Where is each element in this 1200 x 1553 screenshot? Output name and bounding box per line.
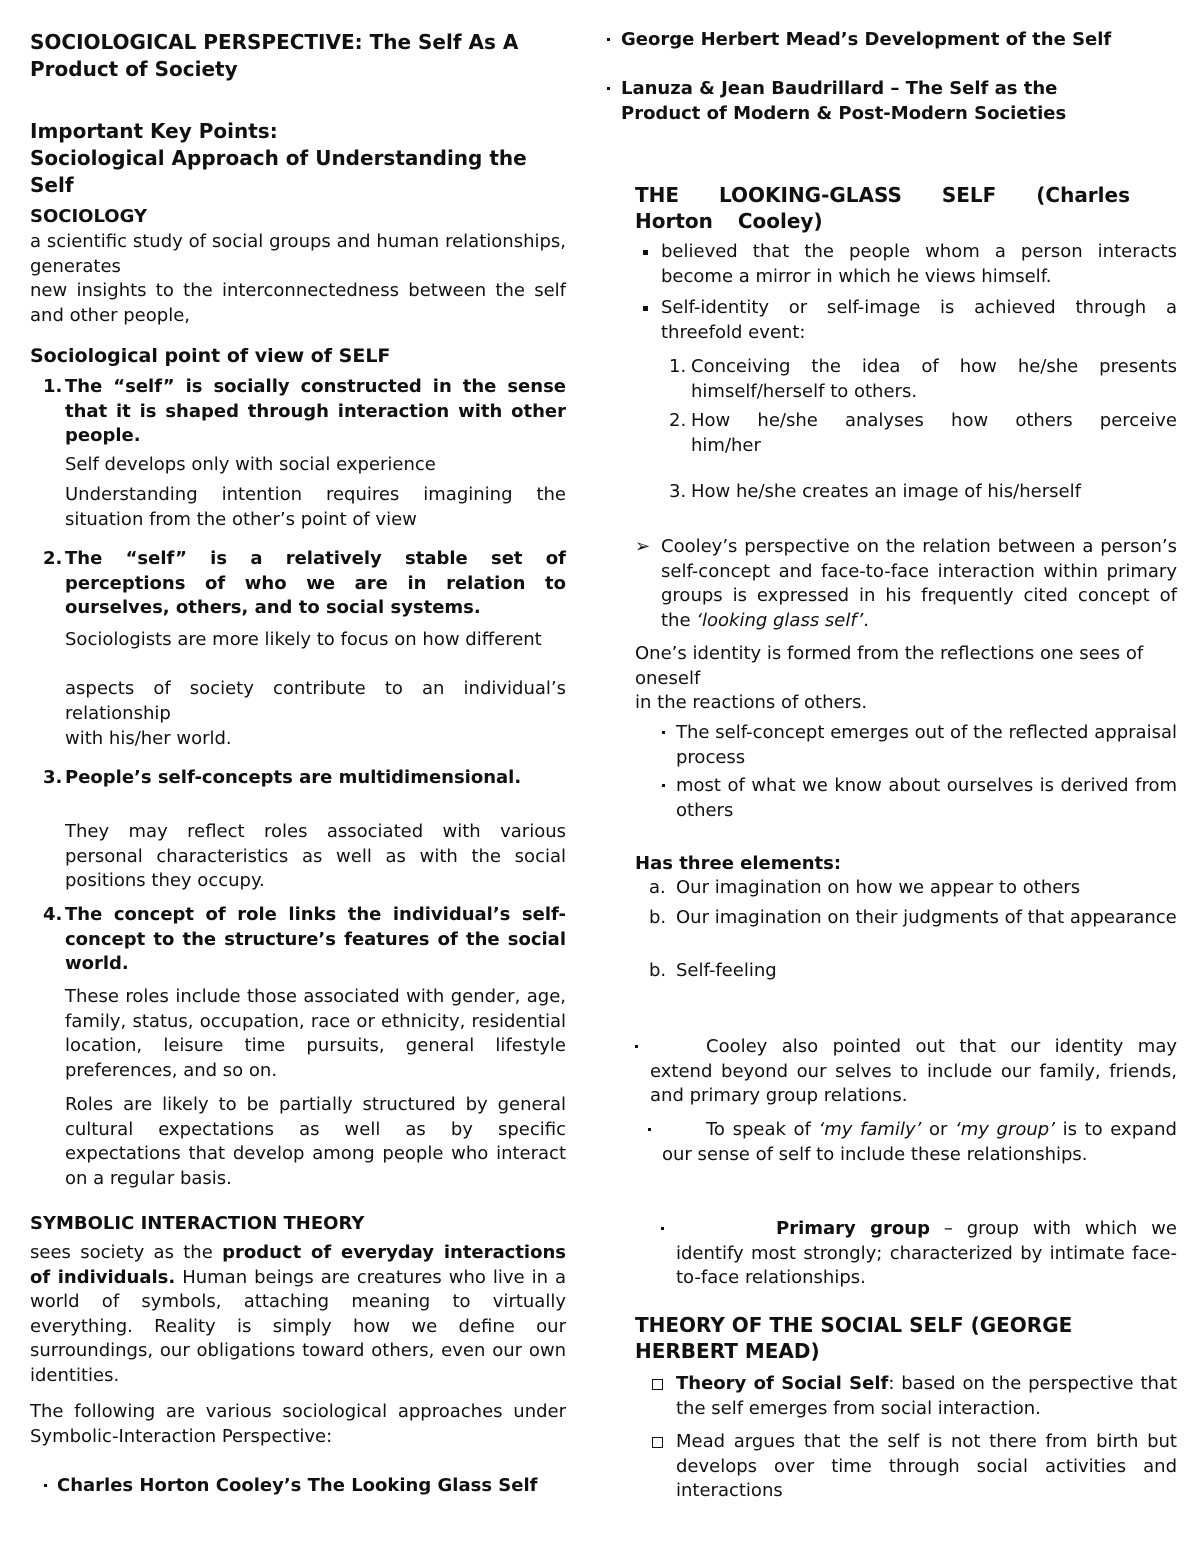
sit-text-bold: product of everyday interactions of individuals. [30, 1242, 567, 1288]
identity-line-1: One’s identity is formed from the reflections one sees of oneself [635, 643, 1144, 689]
bullet-icon [607, 38, 610, 41]
approach-list-item-3 [605, 77, 1135, 126]
point-number: 2. [43, 548, 63, 569]
following-paragraph: The following are various sociological approaches under Symbolic-Interaction Perspective: [30, 1401, 566, 1447]
event-number: 1. [669, 356, 687, 377]
document-title: SOCIOLOGICAL PERSPECTIVE: The Self As A Product of Society [30, 30, 519, 81]
lgs-heading: THE LOOKING-GLASS SELF (Charles Horton Cooley) [635, 183, 1130, 233]
arrow-bullet-icon: ➢ [635, 536, 651, 557]
point-body: Understanding intention requires imagining the situation from the other’s point of view [65, 484, 566, 530]
bullet-icon [662, 731, 665, 734]
lgs-bullet-1 [643, 240, 1177, 289]
cooley-also-item [635, 1035, 1177, 1109]
event-item-1 [669, 355, 1177, 404]
event-item-2 [669, 409, 1177, 458]
point-number: 3. [43, 767, 63, 788]
cooley-text-pre: Cooley’s perspective on the relation between a person’s self-concept and face-to-face interaction within primary groups is expressed in his frequently cited concept of the [661, 536, 1177, 631]
point-body: aspects of society contribute to an individual’s relationship [65, 678, 566, 724]
speak-text-italic-1: ‘my family’ [818, 1119, 922, 1140]
speak-text-pre: To speak of [706, 1119, 819, 1140]
point-body: Roles are likely to be partially structured by general cultural expectations as well as by specific expectations that develop among people who interact on a regular basis. [65, 1094, 566, 1189]
sit-paragraph [30, 1241, 566, 1388]
speak-text-mid: or [921, 1119, 956, 1140]
bullet-icon [648, 1128, 651, 1131]
pov-heading: Sociological point of view of SELF [30, 345, 391, 367]
element-text: Our imagination on how we appear to others [676, 877, 1081, 898]
cooley-perspective-text [661, 535, 1177, 633]
event-item-3 [669, 480, 1177, 505]
approach-label: Charles Horton Cooley’s The Looking Glass Self [57, 1475, 538, 1496]
cooley-also-text: Cooley also pointed out that our identity may extend beyond our selves to include our family, friends, and primary group relations. [650, 1036, 1177, 1106]
point-body: These roles include those associated with gender, age, family, status, occupation, race or ethnicity, residential location, leisure time pursuits, general lifestyle preferences, and so on. [65, 986, 566, 1081]
approach-list-item-1 [30, 1474, 566, 1499]
bullet-icon [661, 1227, 664, 1230]
key-points-heading: Important Key Points: [30, 119, 278, 143]
mead-item-2 [650, 1430, 1177, 1504]
cooley-perspective-item [635, 535, 1177, 633]
point-number: 4. [43, 904, 63, 925]
sub-bullet-text: The self-concept emerges out of the reflected appraisal process [676, 722, 1177, 768]
sit-text-pre: sees society as the [30, 1242, 223, 1263]
approach-label: George Herbert Mead’s Development of the Self [621, 29, 1112, 50]
mead-heading: THEORY OF THE SOCIAL SELF (GEORGE HERBERT MEAD) [635, 1313, 1073, 1363]
approach-list-item-2 [605, 28, 1128, 53]
checkbox-bullet-icon [652, 1379, 663, 1390]
lgs-bullet-2 [643, 296, 1177, 345]
point-3 [43, 766, 566, 791]
event-text: Conceiving the idea of how he/she presents himself/herself to others. [691, 356, 1177, 402]
square-bullet-icon [643, 250, 648, 255]
bullet-icon [607, 87, 610, 90]
mead-item-1 [650, 1372, 1177, 1421]
element-item-a [649, 876, 1177, 901]
speak-of-text [662, 1118, 1177, 1167]
lgs-bullet-text: Self-identity or self-image is achieved through a threefold event: [661, 297, 1177, 343]
point-body: Self develops only with social experience [65, 454, 436, 475]
element-item-b [649, 906, 1177, 931]
bullet-icon [662, 784, 665, 787]
lgs-bullet-text: believed that the people whom a person interacts become a mirror in which he views himself. [661, 241, 1177, 287]
element-letter: a. [649, 877, 666, 898]
identity-line-2: in the reactions of others. [635, 692, 868, 713]
mead-item-definition: : based on the perspective that the self emerges from social interaction. [676, 1373, 1177, 1419]
element-letter: b. [649, 960, 667, 981]
sub-bullet-1 [660, 721, 1177, 770]
element-letter: b. [649, 907, 667, 928]
point-heading: The concept of role links the individual’s self-concept to the structure’s features of the social world. [65, 904, 566, 974]
sociology-definition-2: new insights to the interconnectedness between the self and other people, [30, 280, 566, 326]
sub-bullet-2 [660, 774, 1177, 823]
approach-label: Lanuza & Jean Baudrillard – The Self as the Product of Modern & Post-Modern Societies [621, 78, 1067, 124]
speak-of-item [648, 1118, 1177, 1167]
primary-group-definition: – group with which we identify most strongly; characterized by intimate face-to-face relationships. [676, 1218, 1177, 1288]
sociology-heading: SOCIOLOGY [30, 206, 148, 227]
bullet-icon [44, 1484, 47, 1487]
checkbox-bullet-icon [652, 1437, 663, 1448]
element-item-c [649, 959, 1177, 984]
cooley-text-post: . [863, 609, 870, 631]
sociology-definition-1: a scientific study of social groups and human relationships, generates [30, 231, 566, 277]
point-1 [43, 375, 566, 449]
point-heading: The “self” is socially constructed in the sense that it is shaped through interaction with other people. [65, 376, 566, 446]
point-2 [43, 547, 566, 621]
mead-item-term: Theory of Social Self [676, 1373, 889, 1394]
sub-bullet-text: most of what we know about ourselves is derived from others [676, 775, 1177, 821]
speak-text-post: is to expand our sense of self to include these relationships. [662, 1119, 1177, 1165]
elements-heading: Has three elements: [635, 853, 842, 874]
point-body: with his/her world. [65, 728, 232, 749]
event-text: How he/she analyses how others perceive him/her [691, 410, 1177, 456]
point-body: They may reflect roles associated with various personal characteristics as well as with the social positions they occupy. [65, 821, 566, 891]
point-heading: People’s self-concepts are multidimensional. [65, 767, 522, 788]
speak-text-italic-2: ‘my group’ [955, 1119, 1055, 1140]
bullet-icon [635, 1045, 638, 1048]
element-text: Self-feeling [676, 960, 777, 981]
mead-item-text [676, 1372, 1177, 1421]
square-bullet-icon [643, 306, 648, 311]
approach-heading: Sociological Approach of Understanding the Self [30, 146, 527, 197]
event-number: 2. [669, 410, 687, 431]
mead-item-text: Mead argues that the self is not there from birth but develops over time through social activities and interactions [676, 1431, 1177, 1501]
point-number: 1. [43, 376, 63, 397]
event-text: How he/she creates an image of his/herself [691, 481, 1081, 502]
sit-heading: SYMBOLIC INTERACTION THEORY [30, 1213, 365, 1234]
primary-group-term: Primary group [776, 1218, 930, 1239]
event-number: 3. [669, 481, 687, 502]
primary-group-item [661, 1217, 1177, 1291]
element-text: Our imagination on their judgments of that appearance [676, 907, 1177, 928]
primary-group-text [676, 1217, 1177, 1291]
point-4 [43, 903, 566, 977]
cooley-text-italic: ‘looking glass self’ [696, 609, 864, 631]
point-body: Sociologists are more likely to focus on how different [65, 629, 542, 650]
point-heading: The “self” is a relatively stable set of perceptions of who we are in relation to ourselves, others, and to social systems. [65, 548, 566, 618]
sit-text-post: Human beings are creatures who live in a world of symbols, attaching meaning to virtually everything. Reality is simply how we define our surroundings, our obligations toward others, even our own identities. [30, 1266, 566, 1386]
